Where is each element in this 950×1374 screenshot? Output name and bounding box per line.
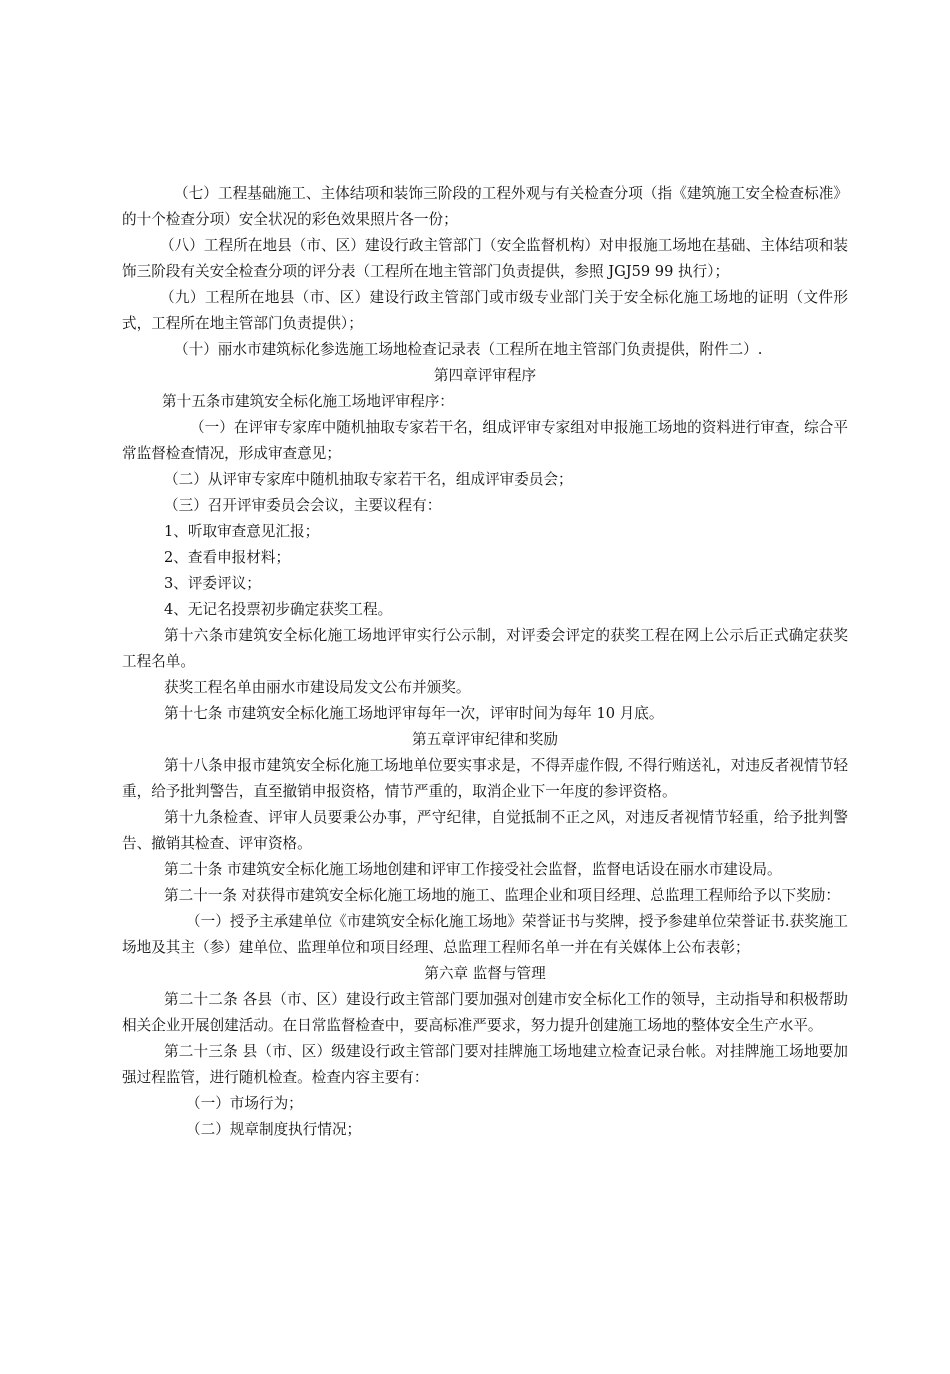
- list-item: （一）市场行为；: [186, 1095, 303, 1112]
- list-item: 3、评委评议；: [164, 575, 261, 592]
- article-paragraph: 第二十条 市建筑安全标化施工场地创建和评审工作接受社会监督，监督电话设在丽水市建设局。: [164, 861, 782, 878]
- list-item: （一）在评审专家库中随机抽取专家若干名，组成评审专家组对申报施工场地的资料进行审查，综合平常监督检查情况，形成审查意见；: [122, 419, 848, 462]
- list-item: 4、无记名投票初步确定获奖工程。: [164, 601, 393, 618]
- chapter-heading: 第四章评审程序: [433, 367, 537, 384]
- document-body: [122, 181, 848, 1143]
- article-paragraph: 第十六条市建筑安全标化施工场地评审实行公示制，对评委会评定的获奖工程在网上公示后正式确定获奖工程名单。: [122, 627, 848, 670]
- list-item: （二）从评审专家库中随机抽取专家若干名，组成评审委员会；: [164, 471, 573, 488]
- article-paragraph: 第十八条申报市建筑安全标化施工场地单位要实事求是，不得弄虚作假, 不得行贿送礼，对违反者视情节轻重，给予批判警告，直至撤销申报资格，情节严重的，取消企业下一年度的参评资格。: [122, 757, 848, 800]
- article-paragraph: 第二十二条 各县（市、区）建设行政主管部门要加强对创建市安全标化工作的领导，主动指导和积极帮助相关企业开展创建活动。在日常监督检查中，要高标准严要求，努力提升创建施工场地的整体安全生产水平。: [122, 991, 848, 1034]
- list-item: （七）工程基础施工、主体结项和装饰三阶段的工程外观与有关检查分项（指《建筑施工安全检查标准》的十个检查分项）安全状况的彩色效果照片各一份；: [122, 185, 848, 228]
- list-item: 2、查看申报材料；: [164, 549, 291, 566]
- chapter-heading: 第五章评审纪律和奖励: [412, 731, 558, 748]
- article-paragraph: 第十七条 市建筑安全标化施工场地评审每年一次，评审时间为每年 10 月底。: [164, 705, 664, 722]
- chapter-heading: 第六章 监督与管理: [424, 965, 546, 982]
- list-item: （三）召开评审委员会会议，主要议程有：: [164, 497, 442, 514]
- article-paragraph: 第十九条检查、评审人员要秉公办事，严守纪律，自觉抵制不正之风，对违反者视情节轻重，给予批判警告、撤销其检查、评审资格。: [122, 809, 848, 852]
- list-item: （一）授予主承建单位《市建筑安全标化施工场地》荣誉证书与奖牌，授予参建单位荣誉证书.获奖施工场地及其主（参）建单位、监理单位和项目经理、总监理工程师名单一并在有关媒体上公布表彰；: [122, 913, 848, 956]
- list-item: （八）工程所在地县（市、区）建设行政主管部门（安全监督机构）对申报施工场地在基础、主体结项和装饰三阶段有关安全检查分项的评分表（工程所在地主管部门负责提供，参照 JGJ59 99 执行）；: [122, 237, 848, 280]
- list-item: （十）丽水市建筑标化参选施工场地检查记录表（工程所在地主管部门负责提供，附件二）.: [174, 341, 763, 358]
- article-paragraph: 第十五条市建筑安全标化施工场地评审程序：: [162, 393, 454, 410]
- list-item: （二）规章制度执行情况；: [186, 1121, 362, 1138]
- body-paragraph: 获奖工程名单由丽水市建设局发文公布并颁奖。: [164, 679, 471, 696]
- list-item: （九）工程所在地县（市、区）建设行政主管部门或市级专业部门关于安全标化施工场地的证明（文件形式，工程所在地主管部门负责提供）；: [122, 289, 848, 332]
- list-item: 1、听取审查意见汇报；: [164, 523, 320, 540]
- article-paragraph: 第二十三条 县（市、区）级建设行政主管部门要对挂牌施工场地建立检查记录台帐。对挂牌施工场地要加强过程监管，进行随机检查。检查内容主要有：: [122, 1043, 848, 1086]
- article-paragraph: 第二十一条 对获得市建筑安全标化施工场地的施工、监理企业和项目经理、总监理工程师给予以下奖励：: [164, 887, 840, 904]
